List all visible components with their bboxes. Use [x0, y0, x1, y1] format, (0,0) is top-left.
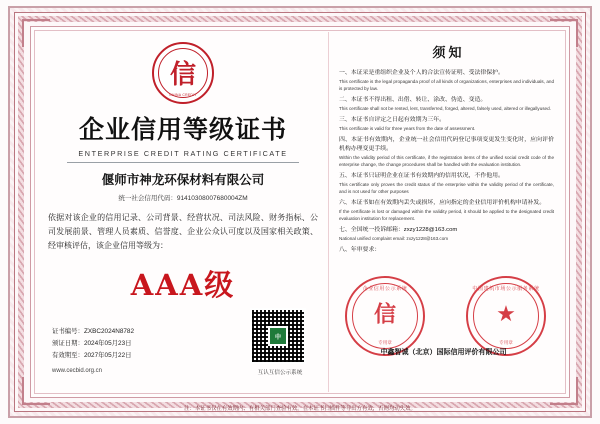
issue-date-label: 颁证日期： — [52, 340, 84, 348]
seal-left-top-text: 企业信用公示系统 — [362, 286, 408, 292]
notice-item — [339, 96, 554, 113]
qr-code[interactable] — [250, 308, 306, 364]
notice-item-cn: 八、年审要求： — [339, 246, 381, 253]
official-seal-left — [345, 276, 425, 356]
certificate-main-panel — [36, 32, 328, 392]
notice-item — [339, 116, 554, 133]
assessment-description: 依据对该企业的信用记录、公司背景、经营状况、司法风险、财务指标、公司发展前景、管理人员素质、信誉度、企业公众认可度以及国家相关政策、经审核评估，该企业信用等级为： — [48, 213, 318, 250]
notice-item — [339, 199, 554, 223]
notice-panel — [328, 32, 564, 392]
seal-left-center-character: 信 — [373, 301, 397, 328]
credit-grade: AAA级 — [130, 268, 236, 302]
notice-item-en: If the certificate is lost or damaged within the validity period, it should be applied to the designated credit evaluation institution for replacement. — [339, 209, 554, 221]
seal-left-bottom-text: 专用章 — [378, 340, 392, 345]
notice-item — [339, 136, 554, 169]
notice-item-cn: 一、本证采是重组织企业及个人的合法宣传证明、受法律保护。 — [339, 70, 504, 76]
notice-item-cn: 四、本证书有效期内，企业统一社会信用代码登记事项变更发生变化时，应向评价机构办理变更手续。 — [339, 136, 554, 153]
meta-row — [52, 338, 134, 350]
issuer-name: 中鑫智诚（北京）国际信用评价有限公司 — [380, 349, 507, 356]
issue-date-value: 2024年05月23日 — [83, 340, 132, 348]
notice-item-cn: 六、本证书如在有效期内丢失或损坏，应向指定的企业信用评价机构申请补发。 — [339, 199, 546, 206]
notice-item-en: This certificate only proves the credit status of the enterprise within the validity period of the certificate, and is not used for other purposes — [339, 182, 554, 195]
seal-area — [335, 276, 560, 362]
notice-item-en: This certificate is valid for three years from the date of assessment. — [339, 126, 476, 132]
company-name: 偃师市神龙环保材料有限公司 — [101, 173, 265, 187]
expiry-date-label: 有效期至： — [52, 352, 84, 360]
notice-item-en: Within the validity period of this certificate, if the registration items of the unified social credit code of the enterprise change, the change procedures shall be handled with the evaluation institution. — [339, 155, 554, 168]
notice-item — [339, 246, 554, 255]
notice-title: 须知 — [432, 45, 465, 60]
meta-row — [52, 326, 134, 338]
credit-code-value: 91410308007680004ZM — [176, 195, 248, 202]
certificate-number-value: ZXBC2024N8782 — [83, 328, 135, 336]
qr-center-badge: 中 — [268, 326, 288, 346]
notice-item-cn: 七、全国统一投诉邮箱：zxzy1228@163.com — [339, 226, 458, 233]
notice-item-en: This certificate shall not be rented, lent, transferred, forged, altered, falsely used, altered or illegallyused. — [339, 106, 551, 112]
logo-character: 信 — [169, 59, 196, 90]
credit-code-line — [44, 193, 322, 202]
notice-item-cn: 二、本证书不得出租、出借、转让、涂改、伪造、变造。 — [339, 96, 487, 103]
certificate-metadata — [52, 326, 134, 362]
notice-item — [339, 226, 554, 243]
qr-caption-left: 互认互信公示系统 — [257, 370, 303, 376]
website-url: www.cecbid.org.cn — [52, 368, 103, 374]
credit-seal-icon — [152, 42, 214, 104]
title-divider — [67, 162, 299, 163]
credit-code-label: 统一社会信用代码： — [118, 195, 177, 202]
meta-row — [52, 350, 134, 362]
certificate-content — [36, 32, 564, 392]
logo-subtext: CHINA CREDIT — [169, 93, 197, 97]
official-seal-right — [466, 276, 546, 356]
notice-item-en: National unified complaint email: zxzy1228@163.com — [339, 236, 449, 242]
notice-item — [339, 69, 554, 93]
certificate-title-en: ENTERPRISE CREDIT RATING CERTIFICATE — [78, 149, 288, 158]
notice-list — [339, 69, 558, 255]
seal-right-top-text: 中国建筑市场公示服务系统 — [472, 286, 540, 292]
star-icon: ★ — [496, 301, 516, 327]
notice-item-cn: 五、本证书只证明企业在证书有效期内的信用状况，不作他用。 — [339, 173, 504, 180]
footer-note: 注：本证书仅在有效期内、有相关部门查验有效。在本证书扫描件等导出方有效，否则均动失效。 — [184, 406, 416, 412]
certificate-number-label: 证书编号： — [52, 328, 84, 336]
expiry-date-value: 2027年05月22日 — [83, 352, 132, 360]
logo-container — [44, 42, 322, 104]
seal-right-bottom-text: 专用章 — [499, 340, 513, 345]
certificate-title-cn: 企业信用等级证书 — [78, 115, 287, 144]
notice-item — [339, 172, 554, 196]
notice-item-cn: 三、本证书自评定之日起有效期为三年。 — [339, 116, 446, 123]
notice-item-en: This certificate is the legal propaganda proof of all kinds of organizations, enterprises and individuals, and is protected by law. — [339, 79, 554, 92]
